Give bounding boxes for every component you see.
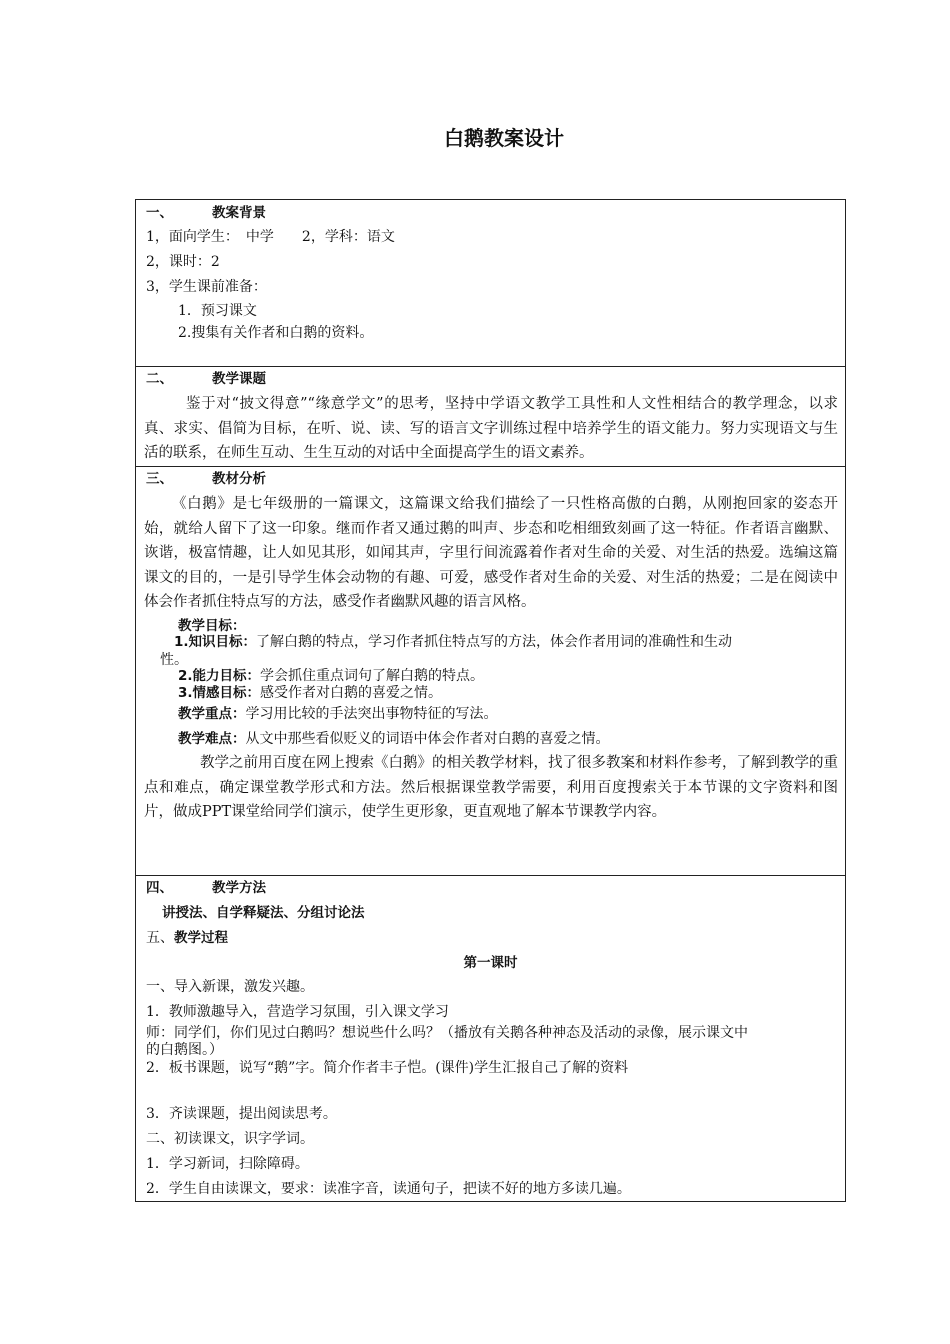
goal-knowledge-continued: 性。 <box>160 652 188 668</box>
lesson-heading: 第一课时 <box>463 955 518 971</box>
goal-knowledge <box>174 632 732 652</box>
prep-item-2: 2.搜集有关作者和白鹅的资料。 <box>178 325 374 341</box>
section-2-title: 教学课题 <box>212 371 266 387</box>
goal-knowledge-text: 了解白鹅的特点，学习作者抓住特点写的方法，体会作者用词的准确性和生动 <box>256 634 733 650</box>
section-5-number: 五、 <box>146 930 174 946</box>
goal-emotion-label: 3.情感目标： <box>178 685 261 701</box>
process-step: 2．板书课题，说写“鹅”字。简介作者丰子恺。(课件)学生汇报自己了解的资料 <box>146 1060 629 1076</box>
goal-ability-label: 2.能力目标： <box>178 668 261 684</box>
difficulty-label: 教学难点： <box>178 731 246 747</box>
process-step: 的白鹅图。） <box>146 1042 223 1058</box>
section-3-number: 三、 <box>146 471 173 487</box>
class-hours-line: 2，课时：2 <box>146 254 220 270</box>
lesson-plan-table <box>135 199 846 1202</box>
page-title: 白鹅教案设计 <box>444 126 564 150</box>
section-5-heading <box>146 928 228 948</box>
section-3-title: 教材分析 <box>212 471 266 487</box>
row-divider <box>136 875 845 876</box>
process-step: 1．学习新词，扫除障碍。 <box>146 1156 309 1172</box>
section-4-heading <box>146 878 266 898</box>
teaching-methods: 讲授法、自学释疑法、分组讨论法 <box>162 905 365 921</box>
section-1-heading <box>146 203 266 223</box>
section-2-heading <box>146 369 266 389</box>
section-3-heading <box>146 469 266 489</box>
process-step: 一、导入新课，激发兴趣。 <box>146 979 314 995</box>
student-prep-line: 3，学生课前准备： <box>146 279 267 295</box>
goal-ability-text: 学会抓住重点词句了解白鹅的特点。 <box>260 668 485 684</box>
process-step: 2．学生自由读课文，要求：读准字音，读通句子，把读不好的地方多读几遍。 <box>146 1181 631 1197</box>
topic-paragraph: 鉴于对“披文得意”“缘意学文”的思考，坚持中学语文教学工具性和人文性相结合的教学理念，以求真、求实、倡简为目标，在听、说、读、写的语言文字训练过程中培养学生的语文能力。努力实现语文与生活的联系，在师生互动、生生互动的对话中全面提高学生的语文素养。 <box>144 396 838 461</box>
difficulty-text: 从文中那些看似贬义的词语中体会作者对白鹅的喜爱之情。 <box>245 731 610 747</box>
key-point-label: 教学重点： <box>178 706 246 722</box>
key-point-text: 学习用比较的手法突出事物特征的写法。 <box>245 706 498 722</box>
process-step: 二、初读课文，识字学词。 <box>146 1131 314 1147</box>
section-4-title: 教学方法 <box>212 880 266 896</box>
teaching-difficulty <box>178 729 610 749</box>
process-step: 1．教师激趣导入，营造学习氛围，引入课文学习 <box>146 1004 449 1020</box>
preparation-paragraph: 教学之前用百度在网上搜索《白鹅》的相关教学材料，找了很多教案和材料作参考，了解到教学的重点和难点，确定课堂教学形式和方法。然后根据课堂教学需要，利用百度搜索关于本节课的文字资料和图片，做成PPT课堂给同学们演示，使学生更形象，更直观地了解本节课教学内容。 <box>144 755 838 820</box>
row-divider <box>136 366 845 367</box>
goal-emotion <box>178 683 442 703</box>
prep-item-1: 1．预习课文 <box>178 303 257 319</box>
section-2-number: 二、 <box>146 371 173 387</box>
section-1-title: 教案背景 <box>212 205 266 221</box>
goal-knowledge-label: 1.知识目标： <box>174 634 257 650</box>
section-4-number: 四、 <box>146 880 173 896</box>
goal-emotion-text: 感受作者对白鹅的喜爱之情。 <box>260 685 443 701</box>
process-step: 师：同学们，你们见过白鹅吗？想说些什么吗？（播放有关鹅各种神态及活动的录像，展示课文中 <box>146 1025 748 1041</box>
audience-subject-line: 1，面向学生： 中学 2，学科：语文 <box>146 229 395 245</box>
material-analysis-paragraph: 《白鹅》是七年级册的一篇课文，这篇课文给我们描绘了一只性格高傲的白鹅，从刚抱回家的姿态开始，就给人留下了这一印象。继而作者又通过鹅的叫声、步态和吃相细致刻画了这一特征。作者语言幽默、诙谐，极富情趣，让人如见其形，如闻其声，字里行间流露着作者对生命的关爱、对生活的热爱。选编这篇课文的目的，一是引导学生体会动物的有趣、可爱，感受作者对生命的关爱、对生活的热爱；二是在阅读中体会作者抓住特点写的方法，感受作者幽默风趣的语言风格。 <box>144 496 838 610</box>
section-5-title: 教学过程 <box>174 930 228 946</box>
teaching-key-point <box>178 704 498 724</box>
row-divider <box>136 466 845 467</box>
section-1-number: 一、 <box>146 205 173 221</box>
goals-label: 教学目标： <box>178 618 246 634</box>
process-step: 3．齐读课题，提出阅读思考。 <box>146 1106 337 1122</box>
